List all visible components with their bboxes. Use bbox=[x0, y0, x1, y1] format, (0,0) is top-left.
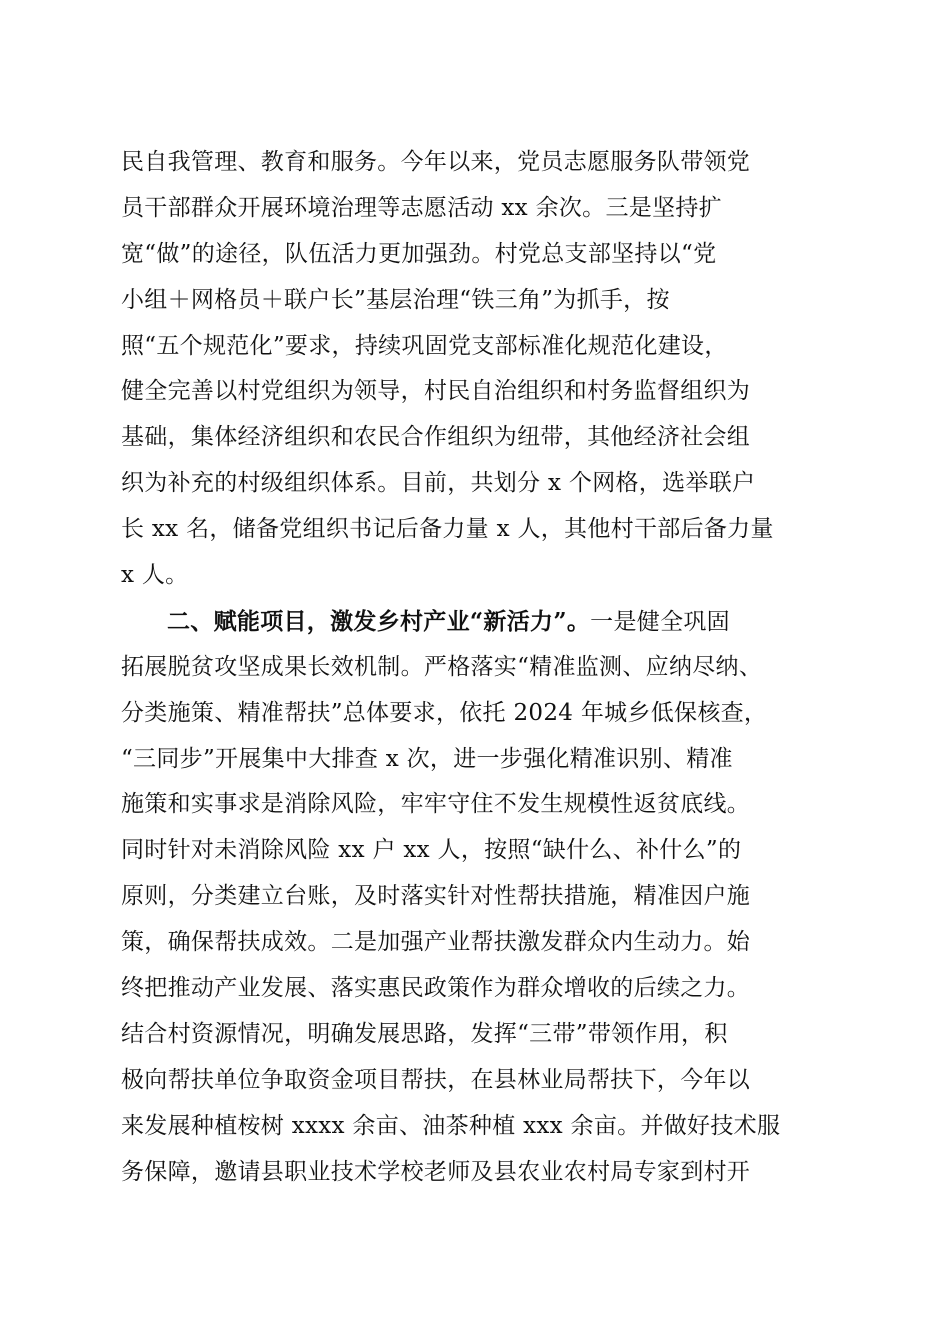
section-line: 同时针对未消除风险 xx 户 xx 人，按照“缺什么、补什么”的 bbox=[121, 837, 742, 864]
paragraph-line: 织为补充的村级组织体系。目前，共划分 x 个网格，选举联户 bbox=[121, 470, 756, 497]
section-first-line-text: 一是健全巩固 bbox=[590, 608, 730, 635]
paragraph-line: 民自我管理、教育和服务。今年以来，党员志愿服务队带领党 bbox=[121, 149, 751, 175]
section-line: 结合村资源情况，明确发展思路，发挥“三带”带领作用，积 bbox=[121, 1020, 728, 1047]
section-line: 策，确保帮扶成效。二是加强产业帮扶激发群众内生动力。始 bbox=[121, 929, 751, 956]
body-text bbox=[121, 140, 833, 1195]
section-first-line bbox=[121, 599, 833, 645]
paragraph-line: 照“五个规范化”要求，持续巩固党支部标准化规范化建设， bbox=[121, 332, 728, 359]
paragraph-line: x 人。 bbox=[121, 562, 189, 589]
paragraph-line: 基础，集体经济组织和农民合作组织为纽带，其他经济社会组 bbox=[121, 424, 751, 451]
section-line: “三同步”开展集中大排查 x 次，进一步强化精准识别、精准 bbox=[121, 745, 733, 772]
section-line: 来发展种植桉树 xxxx 余亩、油茶种植 xxx 余亩。并做好技术服 bbox=[121, 1112, 781, 1139]
section-line: 分类施策、精准帮扶”总体要求，依托 2024 年城乡低保核查， bbox=[121, 699, 768, 726]
section-heading: 二、赋能项目，激发乡村产业“新活力”。 bbox=[167, 607, 591, 635]
section-line: 拓展脱贫攻坚成果长效机制。严格落实“精准监测、应纳尽纳、 bbox=[121, 653, 763, 680]
paragraph-line: 小组＋网格员＋联户长”基层治理“铁三角”为抓手，按 bbox=[121, 286, 670, 313]
section-line: 务保障，邀请县职业技术学校老师及县农业农村局专家到村开 bbox=[121, 1158, 751, 1185]
paragraph-line: 长 xx 名，储备党组织书记后备力量 x 人，其他村干部后备力量 bbox=[121, 516, 774, 543]
paragraph-line: 员干部群众开展环境治理等志愿活动 xx 余次。三是坚持扩 bbox=[121, 194, 722, 221]
section-line: 原则，分类建立台账，及时落实针对性帮扶措施，精准因户施 bbox=[121, 883, 751, 910]
section-line: 终把推动产业发展、落实惠民政策作为群众增收的后续之力。 bbox=[121, 975, 751, 1002]
section-line: 极向帮扶单位争取资金项目帮扶，在县林业局帮扶下，今年以 bbox=[121, 1066, 751, 1093]
section-line: 施策和实事求是消除风险，牢牢守住不发生规模性返贫底线。 bbox=[121, 791, 751, 818]
paragraph-line: 宽“做”的途径，队伍活力更加强劲。村党总支部坚持以“党 bbox=[121, 240, 717, 267]
paragraph-line: 健全完善以村党组织为领导，村民自治组织和村务监督组织为 bbox=[121, 378, 751, 405]
